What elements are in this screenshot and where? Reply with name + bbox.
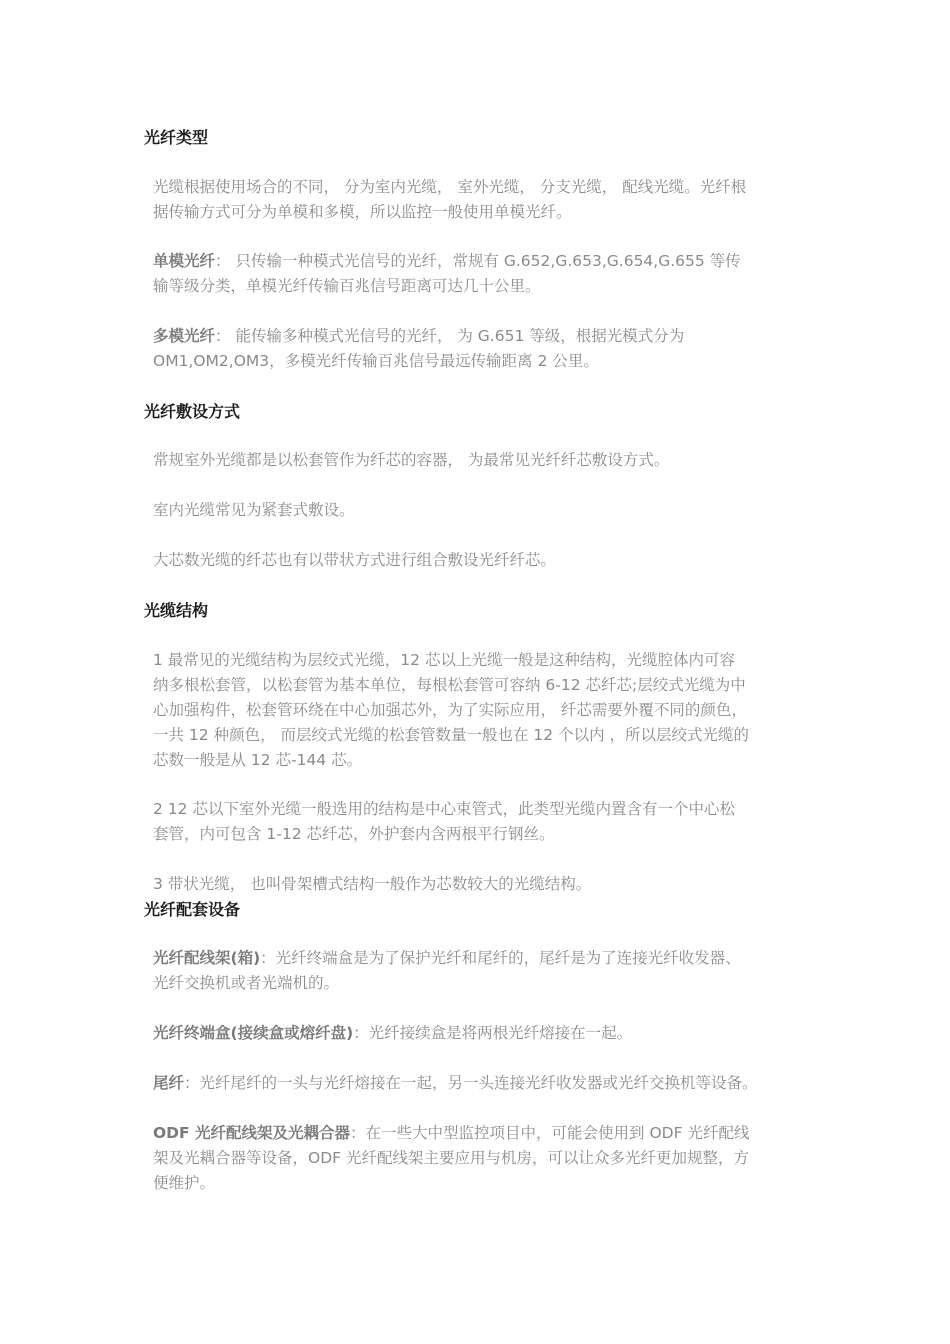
paragraph-odf bbox=[153, 1121, 803, 1196]
text-line: 心加强构件，松套管环绕在中心加强芯外，为了实际应用， 纤芯需要外覆不同的颜色， bbox=[153, 701, 747, 719]
term-text: ：光纤尾纤的一头与光纤熔接在一起，另一头连接光纤收发器或光纤交换机等设备。 bbox=[184, 1074, 758, 1092]
text-line: 一共 12 种颜色， 而层绞式光缆的松套管数量一般也在 12 个以内 ，所以层绞式光缆的 bbox=[153, 726, 750, 744]
term-label: 尾纤 bbox=[153, 1074, 185, 1092]
text-line bbox=[153, 1121, 803, 1146]
section-heading-cable-structure: 光缆结构 bbox=[144, 601, 209, 620]
text-line bbox=[153, 1071, 803, 1096]
term-text: ：光纤终端盒是为了保护光纤和尾纤的，尾纤是为了连接光纤收发器、 bbox=[260, 949, 741, 967]
paragraph-ribbon-cable bbox=[153, 872, 803, 897]
term-text: ： 只传输一种模式光信号的光纤，常规有 G.652,G.653,G.654,G.655 等传 bbox=[215, 252, 741, 270]
term-label: 单模光纤 bbox=[153, 252, 216, 270]
text-line: 3 带状光缆， 也叫骨架槽式结构一般作为芯数较大的光缆结构。 bbox=[153, 875, 592, 893]
section-heading-accessories: 光纤配套设备 bbox=[144, 900, 241, 919]
term-text: ：在一些大中型监控项目中，可能会使用到 ODF 光纤配线 bbox=[350, 1124, 750, 1142]
paragraph-stranded-cable bbox=[153, 648, 803, 773]
text-line: 输等级分类，单模光纤传输百兆信号距离可达几十公里。 bbox=[153, 277, 541, 295]
text-line: 纳多根松套管，以松套管为基本单位，每根松套管可容纳 6-12 芯纤芯;层绞式光缆为中 bbox=[153, 676, 746, 694]
paragraph-distribution-frame bbox=[153, 946, 803, 996]
text-line: 据传输方式可分为单模和多模，所以监控一般使用单模光纤。 bbox=[153, 203, 572, 221]
text-line: 架及光耦合器等设备，ODF 光纤配线架主要应用与机房，可以让众多光纤更加规整，方 bbox=[153, 1149, 749, 1167]
term-label: ODF 光纤配线架及光耦合器 bbox=[153, 1124, 351, 1142]
paragraph-tight-buffer bbox=[153, 498, 803, 523]
text-line: 光缆根据使用场合的不同， 分为室内光缆， 室外光缆， 分支光缆， 配线光缆。光纤根 bbox=[153, 178, 747, 196]
text-line bbox=[153, 324, 803, 349]
section-heading-laying-method: 光纤敷设方式 bbox=[144, 402, 241, 421]
paragraph-ribbon bbox=[153, 548, 803, 573]
term-text: ： 能传输多种模式光信号的光纤， 为 G.651 等级，根据光模式分为 bbox=[215, 327, 685, 345]
text-line bbox=[153, 946, 803, 971]
text-line: 光纤交换机或者光端机的。 bbox=[153, 974, 340, 992]
paragraph-loose-tube bbox=[153, 448, 803, 473]
text-line: OM1,OM2,OM3，多模光纤传输百兆信号最远传输距离 2 公里。 bbox=[153, 352, 599, 370]
text-line bbox=[153, 249, 803, 274]
paragraph-fiber-overview bbox=[153, 175, 803, 225]
text-line: 常规室外光缆都是以松套管作为纤芯的容器， 为最常见光纤纤芯敷设方式。 bbox=[153, 451, 670, 469]
term-label: 多模光纤 bbox=[153, 327, 216, 345]
paragraph-pigtail bbox=[153, 1071, 803, 1096]
term-text: ：光纤接续盒是将两根光纤熔接在一起。 bbox=[353, 1024, 633, 1042]
text-line: 1 最常见的光缆结构为层绞式光缆，12 芯以上光缆一般是这种结构，光缆腔体内可容 bbox=[153, 651, 735, 669]
term-label: 光纤配线架(箱) bbox=[153, 949, 261, 967]
text-line bbox=[153, 1021, 803, 1046]
section-heading-fiber-types: 光纤类型 bbox=[144, 128, 209, 147]
term-label: 光纤终端盒(接续盒或熔纤盘) bbox=[153, 1024, 354, 1042]
paragraph-single-mode bbox=[153, 249, 803, 299]
text-line: 套管，内可包含 1-12 芯纤芯，外护套内含两根平行钢丝。 bbox=[153, 825, 555, 843]
text-line: 大芯数光缆的纤芯也有以带状方式进行组合敷设光纤纤芯。 bbox=[153, 551, 557, 569]
text-line: 2 12 芯以下室外光缆一般选用的结构是中心束管式，此类型光缆内置含有一个中心松 bbox=[153, 800, 735, 818]
paragraph-multi-mode bbox=[153, 324, 803, 374]
paragraph-terminal-box bbox=[153, 1021, 803, 1046]
text-line: 芯数一般是从 12 芯-144 芯。 bbox=[153, 751, 363, 769]
paragraph-central-tube bbox=[153, 797, 803, 847]
text-line: 室内光缆常见为紧套式敷设。 bbox=[153, 501, 355, 519]
text-line: 便维护。 bbox=[153, 1174, 216, 1192]
